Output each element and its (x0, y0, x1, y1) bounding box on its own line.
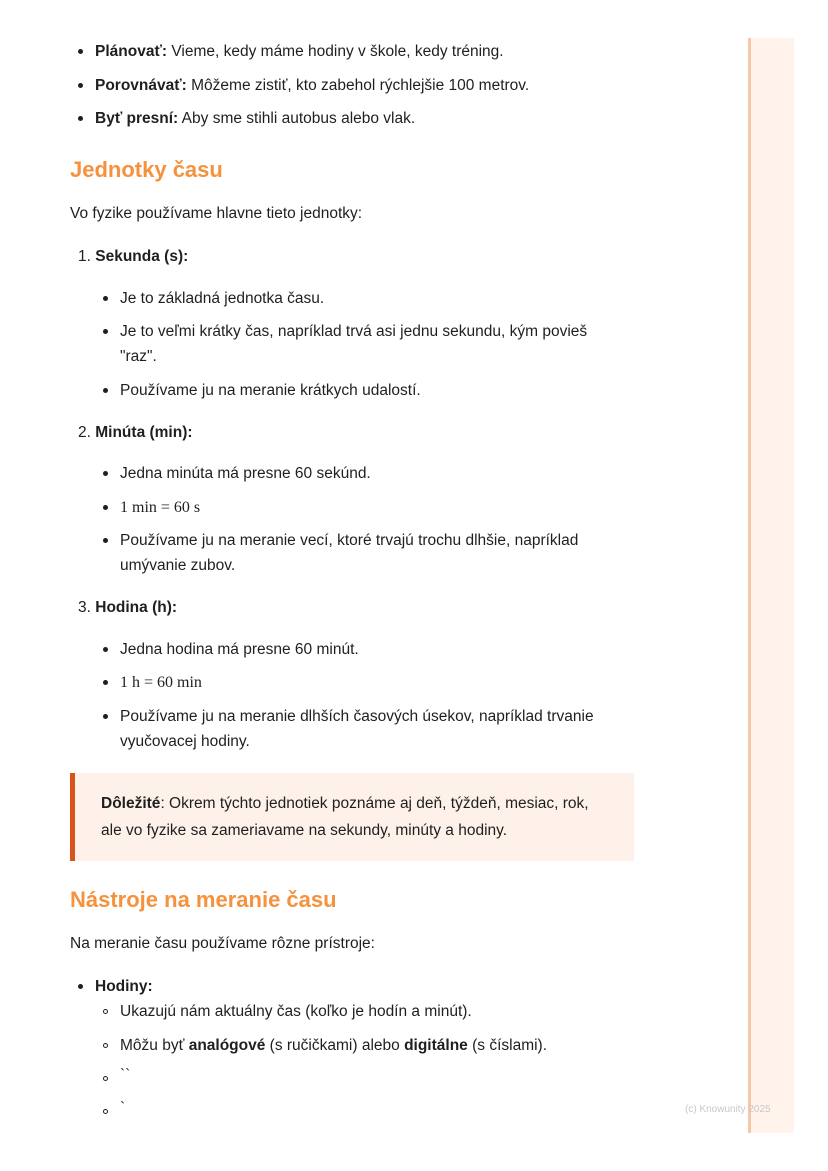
unit-second-title (78, 244, 188, 270)
text: (s číslami). (467, 1037, 548, 1054)
list-item: Jedna minúta má presne 60 sekúnd. (120, 465, 371, 482)
callout-line (101, 791, 589, 817)
term: Porovnávať: (95, 77, 187, 94)
bullet (103, 296, 108, 301)
section-heading-units: Jednotky času (70, 157, 223, 182)
list-item-cont: "raz". (120, 348, 157, 365)
list-item: Je to veľmi krátky čas, napríklad trvá asi jednu sekundu, kým povieš (120, 323, 588, 340)
term: Byť presní: (95, 110, 179, 127)
sub-bullet (103, 1043, 108, 1048)
list-item: Používame ju na meranie vecí, ktoré trvajú trochu dlhšie, napríklad (120, 532, 579, 549)
list-item-cont: vyučovacej hodiny. (120, 733, 250, 750)
list-number: 2. (78, 424, 91, 441)
callout-line: ale vo fyzike sa zameriavame na sekundy, minúty a hodiny. (101, 822, 508, 839)
list-item-cont: umývanie zubov. (120, 557, 236, 574)
list-item: Používame ju na meranie krátkych udalostí. (120, 382, 421, 399)
sub-bullet (103, 1009, 108, 1014)
item-text: Môžeme zistiť, kto zabehol rýchlejšie 100 metrov. (186, 77, 530, 94)
callout-label: Dôležité (101, 795, 161, 812)
list-item (95, 73, 529, 99)
unit-hour-title (78, 595, 177, 621)
text: (s ručičkami) alebo (265, 1037, 405, 1054)
sub-list-item: `` (120, 1067, 131, 1084)
footer-copyright: (c) Knowunity 2025 (685, 1104, 771, 1115)
unit-title: Sekunda (s): (95, 248, 189, 265)
bullet (78, 984, 83, 989)
list-item: Jedna hodina má presne 60 minút. (120, 641, 359, 658)
text: Môžu byť (120, 1037, 189, 1054)
bold-term: analógové (188, 1037, 266, 1054)
tool-title: Hodiny: (95, 978, 153, 995)
list-item (95, 106, 415, 132)
list-item: Je to základná jednotka času. (120, 290, 325, 307)
bullet (103, 505, 108, 510)
unit-minute-title (78, 420, 193, 446)
bullet (103, 538, 108, 543)
list-number: 1. (78, 248, 91, 265)
item-text: Vieme, kedy máme hodiny v škole, kedy tréning. (167, 43, 504, 60)
sub-list-item (120, 1033, 547, 1059)
bullet (78, 116, 83, 121)
tools-intro: Na meranie času používame rôzne prístroje: (70, 935, 375, 952)
important-callout (70, 773, 634, 861)
bullet (103, 714, 108, 719)
section-heading-tools: Nástroje na meranie času (70, 887, 337, 912)
sub-bullet (103, 1109, 108, 1114)
list-item: Používame ju na meranie dlhších časových úsekov, napríklad trvanie (120, 708, 594, 725)
sub-list-item: ` (120, 1100, 126, 1117)
list-item (95, 39, 504, 65)
unit-title: Minúta (min): (95, 424, 193, 441)
term: Plánovať: (95, 43, 168, 60)
units-intro: Vo fyzike používame hlavne tieto jednotky: (70, 205, 363, 222)
item-text: Aby sme stihli autobus alebo vlak. (178, 110, 416, 127)
bullet (78, 49, 83, 54)
bullet (103, 471, 108, 476)
callout-text: : Okrem týchto jednotiek poznáme aj deň, týždeň, mesiac, rok, (160, 795, 589, 812)
formula: 1 h = 60 min (120, 674, 202, 691)
side-panel (748, 38, 794, 1133)
sub-list-item: Ukazujú nám aktuálny čas (koľko je hodín a minút). (120, 1003, 472, 1020)
bullet (103, 647, 108, 652)
bullet (78, 83, 83, 88)
formula: 1 min = 60 s (120, 499, 201, 516)
bullet (103, 388, 108, 393)
unit-title: Hodina (h): (95, 599, 178, 616)
bullet (103, 329, 108, 334)
bullet (103, 680, 108, 685)
list-number: 3. (78, 599, 91, 616)
tool-item-title (95, 974, 153, 1000)
bold-term: digitálne (404, 1037, 468, 1054)
sub-bullet (103, 1076, 108, 1081)
